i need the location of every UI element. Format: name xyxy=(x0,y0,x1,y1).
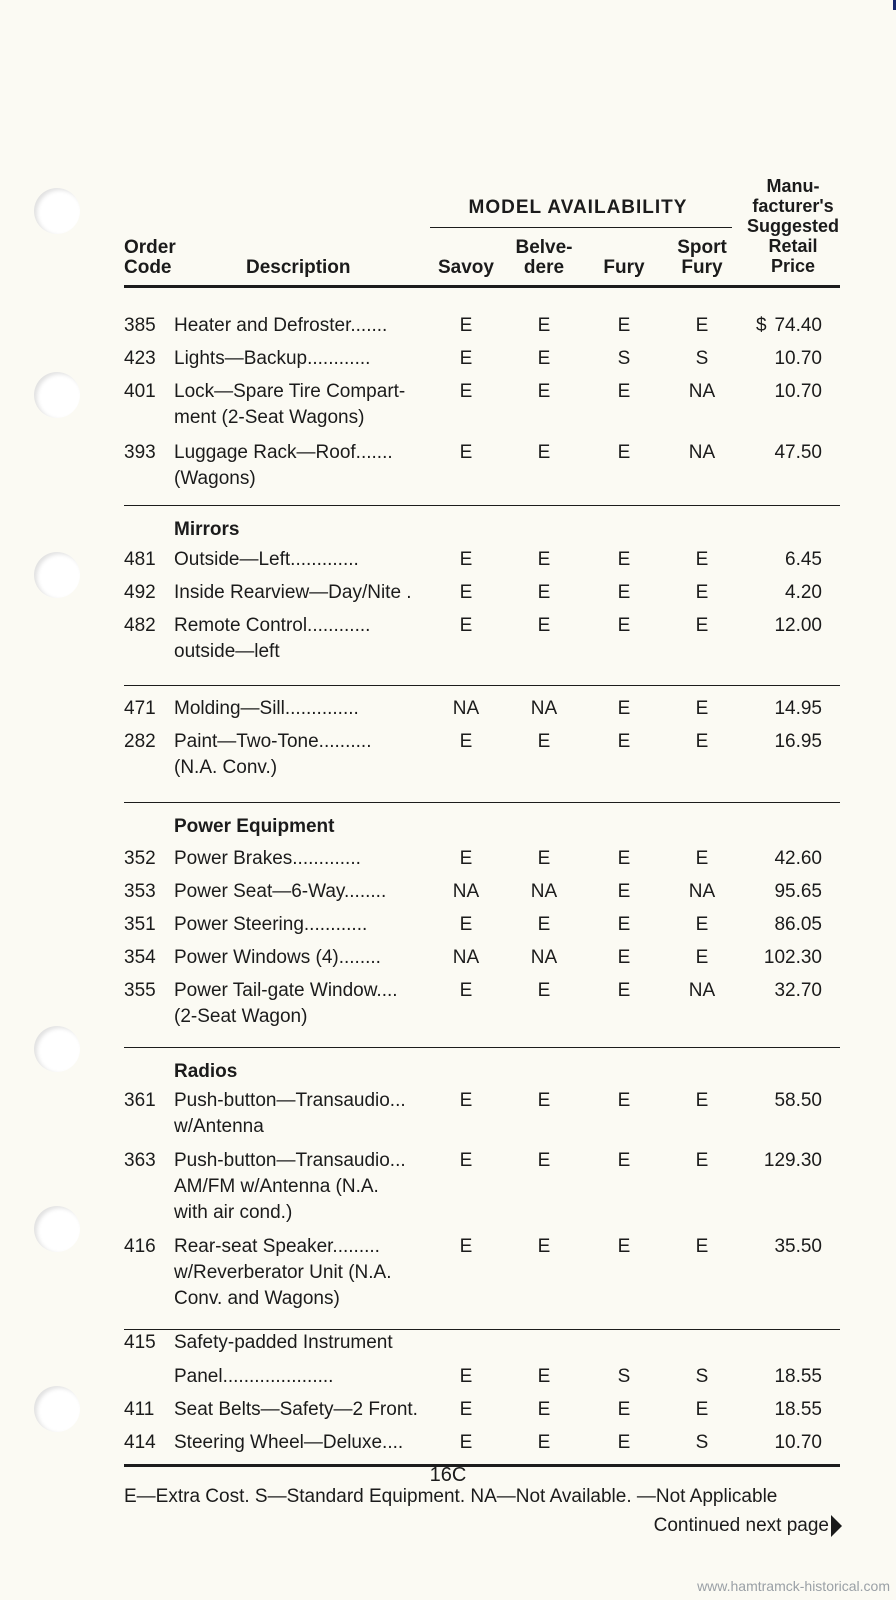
retail-price: 16.95 xyxy=(774,731,822,752)
order-code: 352 xyxy=(124,848,156,869)
item-description: Panel..................... xyxy=(174,1366,334,1387)
fury-availability: E xyxy=(617,881,631,902)
sport-fury-availability: E xyxy=(695,315,709,336)
section-divider xyxy=(124,505,840,506)
retail-price: 86.05 xyxy=(774,914,822,935)
item-description: Outside—Left............. xyxy=(174,549,359,570)
header-bottom-rule xyxy=(124,285,840,288)
savoy-availability: E xyxy=(459,381,473,402)
belvedere-availability: NA xyxy=(530,698,558,719)
item-description: Rear-seat Speaker......... xyxy=(174,1236,380,1257)
savoy-availability: E xyxy=(459,315,473,336)
table-row xyxy=(0,580,896,606)
savoy-availability: E xyxy=(459,980,473,1001)
retail-price: 35.50 xyxy=(774,1236,822,1257)
order-code: 492 xyxy=(124,582,156,603)
table-row xyxy=(0,547,896,573)
table-row xyxy=(0,1148,896,1223)
savoy-availability: NA xyxy=(452,698,480,719)
belvedere-availability: E xyxy=(537,1150,551,1171)
retail-price: 74.40 xyxy=(774,315,822,336)
savoy-availability: E xyxy=(459,1366,473,1387)
savoy-availability: E xyxy=(459,731,473,752)
fury-availability: E xyxy=(617,1399,631,1420)
retail-price: 6.45 xyxy=(785,549,822,570)
price-header-line4: Retail xyxy=(768,236,818,256)
retail-price: 14.95 xyxy=(774,698,822,719)
item-description: Remote Control............ xyxy=(174,615,371,636)
item-description-line2: (N.A. Conv.) xyxy=(174,757,278,778)
savoy-availability: E xyxy=(459,549,473,570)
item-description-line2: AM/FM w/Antenna (N.A. xyxy=(174,1176,379,1197)
order-code: 351 xyxy=(124,914,156,935)
item-description: Steering Wheel—Deluxe.... xyxy=(174,1432,404,1453)
savoy-availability: NA xyxy=(452,947,480,968)
retail-price: 12.00 xyxy=(774,615,822,636)
table-row xyxy=(0,1234,896,1309)
item-description-line2: w/Reverberator Unit (N.A. xyxy=(174,1262,392,1283)
retail-price: 10.70 xyxy=(774,348,822,369)
belvedere-availability: E xyxy=(537,980,551,1001)
savoy-availability: E xyxy=(459,615,473,636)
retail-price: 10.70 xyxy=(774,381,822,402)
price-header-line1: Manu- xyxy=(766,176,820,196)
retail-price: 102.30 xyxy=(763,947,822,968)
sport-fury-availability: E xyxy=(695,1150,709,1171)
price-header-line2: facturer's xyxy=(752,196,834,216)
retail-price: 18.55 xyxy=(774,1366,822,1387)
belvedere-availability: E xyxy=(537,315,551,336)
item-description: Lock—Spare Tire Compart- xyxy=(174,381,406,402)
table-row xyxy=(0,1330,896,1356)
order-code: 385 xyxy=(124,315,156,336)
item-description: Paint—Two-Tone.......... xyxy=(174,731,372,752)
belvedere-availability: E xyxy=(537,1090,551,1111)
belvedere-availability: E xyxy=(537,549,551,570)
order-code: 481 xyxy=(124,549,156,570)
fury-availability: E xyxy=(617,615,631,636)
order-code: 363 xyxy=(124,1150,156,1171)
belvedere-availability: E xyxy=(537,442,551,463)
order-code: 416 xyxy=(124,1236,156,1257)
belvedere-availability: E xyxy=(537,914,551,935)
sport-fury-availability: E xyxy=(695,615,709,636)
table-row xyxy=(0,846,896,872)
fury-availability: E xyxy=(617,1432,631,1453)
item-description: Power Steering............ xyxy=(174,914,368,935)
belvedere-header-line2: dere xyxy=(523,257,565,278)
sport-fury-availability: E xyxy=(695,1090,709,1111)
fury-availability: E xyxy=(617,980,631,1001)
order-code: 353 xyxy=(124,881,156,902)
item-description-line2: w/Antenna xyxy=(174,1116,264,1137)
order-code: 355 xyxy=(124,980,156,1001)
table-row xyxy=(0,912,896,938)
item-description: Luggage Rack—Roof....... xyxy=(174,442,393,463)
order-code: 401 xyxy=(124,381,156,402)
table-row xyxy=(0,1397,896,1423)
table-row xyxy=(0,346,896,372)
table-row xyxy=(0,1430,896,1456)
dollar-sign: $ xyxy=(756,315,767,336)
order-code: 415 xyxy=(124,1332,156,1353)
fury-availability: E xyxy=(617,1236,631,1257)
table-row xyxy=(0,1364,896,1390)
section-heading-radios: Radios xyxy=(174,1061,238,1082)
fury-availability: E xyxy=(617,914,631,935)
belvedere-availability: NA xyxy=(530,881,558,902)
retail-price: 32.70 xyxy=(774,980,822,1001)
savoy-availability: E xyxy=(459,1399,473,1420)
retail-price: 47.50 xyxy=(774,442,822,463)
table-row xyxy=(0,729,896,778)
order-code: 471 xyxy=(124,698,156,719)
item-description-line2: (Wagons) xyxy=(174,468,256,489)
section-heading-power-equipment: Power Equipment xyxy=(174,816,335,837)
item-description: Heater and Defroster....... xyxy=(174,315,388,336)
continued-next-page xyxy=(654,1514,842,1538)
item-description: Power Windows (4)........ xyxy=(174,947,381,968)
sport-fury-header-line1: Sport xyxy=(677,237,727,258)
savoy-availability: NA xyxy=(452,881,480,902)
sport-fury-availability: E xyxy=(695,698,709,719)
sport-fury-availability: NA xyxy=(688,881,716,902)
table-row xyxy=(0,879,896,905)
savoy-availability: E xyxy=(459,442,473,463)
belvedere-availability: E xyxy=(537,1432,551,1453)
arrow-right-icon xyxy=(831,1515,842,1537)
fury-availability: E xyxy=(617,731,631,752)
retail-price: 58.50 xyxy=(774,1090,822,1111)
fury-availability: S xyxy=(617,348,631,369)
item-description: Push-button—Transaudio... xyxy=(174,1150,406,1171)
belvedere-availability: E xyxy=(537,731,551,752)
table-row xyxy=(0,696,896,722)
item-description-line2: outside—left xyxy=(174,641,280,662)
order-code: 423 xyxy=(124,348,156,369)
description-header: Description xyxy=(246,257,351,278)
belvedere-availability: E xyxy=(537,1366,551,1387)
table-row xyxy=(0,613,896,662)
retail-price: 18.55 xyxy=(774,1399,822,1420)
sport-fury-availability: NA xyxy=(688,442,716,463)
page-number: 16C xyxy=(429,1464,467,1486)
section-heading-mirrors: Mirrors xyxy=(174,519,240,540)
savoy-availability: E xyxy=(459,348,473,369)
fury-availability: E xyxy=(617,442,631,463)
fury-availability: E xyxy=(617,315,631,336)
sport-fury-availability: E xyxy=(695,914,709,935)
belvedere-availability: E xyxy=(537,348,551,369)
table-row xyxy=(0,379,896,428)
item-description-line2: ment (2-Seat Wagons) xyxy=(174,407,365,428)
item-description-line2: (2-Seat Wagon) xyxy=(174,1006,308,1027)
fury-availability: E xyxy=(617,698,631,719)
punch-hole xyxy=(34,1026,80,1072)
item-description: Power Seat—6-Way........ xyxy=(174,881,387,902)
sport-fury-availability: NA xyxy=(688,381,716,402)
table-row xyxy=(0,945,896,971)
sport-fury-availability: S xyxy=(695,1366,709,1387)
savoy-availability: E xyxy=(459,1432,473,1453)
retail-price: 129.30 xyxy=(763,1150,822,1171)
order-code: 414 xyxy=(124,1432,156,1453)
fury-header: Fury xyxy=(603,257,645,278)
item-description: Power Tail-gate Window.... xyxy=(174,980,398,1001)
sport-fury-availability: E xyxy=(695,848,709,869)
section-divider xyxy=(124,685,840,686)
continued-label: Continued next page xyxy=(653,1515,829,1536)
fury-availability: E xyxy=(617,1090,631,1111)
retail-price: 42.60 xyxy=(774,848,822,869)
sport-fury-availability: E xyxy=(695,731,709,752)
price-header-line5: Price xyxy=(770,256,816,276)
item-description: Molding—Sill.............. xyxy=(174,698,359,719)
savoy-header: Savoy xyxy=(438,257,494,278)
item-description: Seat Belts—Safety—2 Front. xyxy=(174,1399,418,1420)
sport-fury-availability: E xyxy=(695,1399,709,1420)
item-description: Power Brakes............. xyxy=(174,848,361,869)
section-divider xyxy=(124,1047,840,1048)
savoy-availability: E xyxy=(459,582,473,603)
model-availability-heading: MODEL AVAILABILITY xyxy=(468,197,688,218)
code-header: Code xyxy=(124,257,172,278)
punch-hole xyxy=(34,188,80,234)
savoy-availability: E xyxy=(459,848,473,869)
sport-fury-header-line2: Fury xyxy=(681,257,723,278)
sport-fury-availability: NA xyxy=(688,980,716,1001)
item-description: Lights—Backup............ xyxy=(174,348,371,369)
order-code: 361 xyxy=(124,1090,156,1111)
section-divider xyxy=(124,802,840,803)
fury-availability: E xyxy=(617,947,631,968)
sport-fury-availability: E xyxy=(695,549,709,570)
table-row xyxy=(0,1088,896,1137)
belvedere-availability: E xyxy=(537,848,551,869)
order-code: 393 xyxy=(124,442,156,463)
belvedere-availability: E xyxy=(537,1236,551,1257)
order-code: 282 xyxy=(124,731,156,752)
retail-price: 95.65 xyxy=(774,881,822,902)
fury-availability: E xyxy=(617,848,631,869)
fury-availability: E xyxy=(617,549,631,570)
order-code: 354 xyxy=(124,947,156,968)
belvedere-availability: E xyxy=(537,381,551,402)
belvedere-availability: E xyxy=(537,1399,551,1420)
header-divider xyxy=(430,227,732,228)
item-description: Push-button—Transaudio... xyxy=(174,1090,406,1111)
retail-price: 10.70 xyxy=(774,1432,822,1453)
table-row xyxy=(0,978,896,1027)
belvedere-availability: E xyxy=(537,615,551,636)
item-description-line3: Conv. and Wagons) xyxy=(174,1288,340,1309)
savoy-availability: E xyxy=(459,1236,473,1257)
sport-fury-availability: E xyxy=(695,582,709,603)
table-row xyxy=(0,313,896,339)
price-header-line3: Suggested xyxy=(746,216,839,236)
fury-availability: E xyxy=(617,381,631,402)
retail-price: 4.20 xyxy=(785,582,822,603)
order-code: 482 xyxy=(124,615,156,636)
item-description: Safety-padded Instrument xyxy=(174,1332,393,1353)
fury-availability: E xyxy=(617,1150,631,1171)
sport-fury-availability: E xyxy=(695,1236,709,1257)
savoy-availability: E xyxy=(459,914,473,935)
sport-fury-availability: E xyxy=(695,947,709,968)
belvedere-availability: E xyxy=(537,582,551,603)
fury-availability: E xyxy=(617,582,631,603)
watermark: www.hamtramck-historical.com xyxy=(697,1578,890,1594)
savoy-availability: E xyxy=(459,1150,473,1171)
order-header: Order xyxy=(124,237,176,258)
savoy-availability: E xyxy=(459,1090,473,1111)
sport-fury-availability: S xyxy=(695,1432,709,1453)
belvedere-header-line1: Belve- xyxy=(515,237,573,258)
sport-fury-availability: S xyxy=(695,348,709,369)
item-description: Inside Rearview—Day/Nite . xyxy=(174,582,412,603)
fury-availability: S xyxy=(617,1366,631,1387)
table-row xyxy=(0,440,896,489)
item-description-line3: with air cond.) xyxy=(174,1202,293,1223)
legend: E—Extra Cost. S—Standard Equipment. NA—Not Available. —Not Applicable xyxy=(124,1486,778,1507)
belvedere-availability: NA xyxy=(530,947,558,968)
order-code: 411 xyxy=(124,1399,155,1420)
